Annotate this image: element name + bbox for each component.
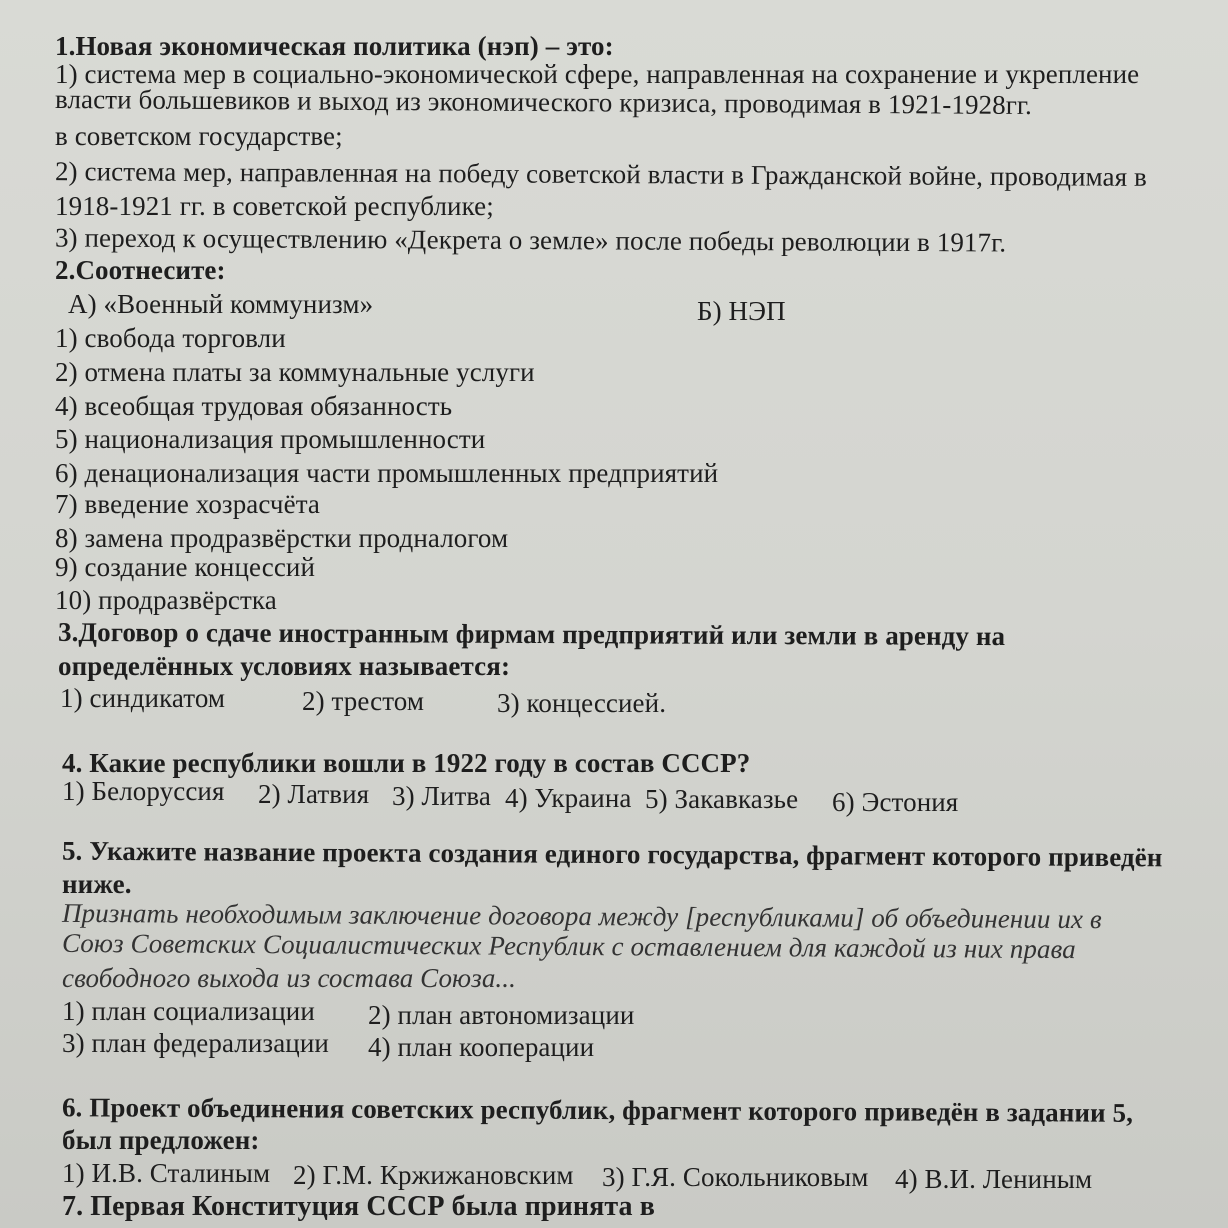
q1-option-1-line-1: 1) система мер в социально-экономической сфере, направленная на сохранение и укрепление	[55, 59, 1140, 89]
q5-option-4: 4) план кооперации	[368, 1032, 595, 1062]
q5-option-3: 3) план федерализации	[62, 1028, 329, 1058]
q2-item: 7) введение хозрасчёта	[55, 489, 321, 519]
q5-option-2: 2) план автономизации	[368, 1000, 635, 1030]
q5-option-1: 1) план социализации	[62, 996, 315, 1026]
question-3-title-line-1: 3.Договор о сдаче иностранным фирмам предприятий или земли в аренду на	[57, 616, 1006, 652]
q1-option-1-line-3: в советском государстве;	[55, 121, 343, 151]
question-4-title: 4. Какие республики вошли в 1922 году в состав СССР?	[62, 748, 751, 778]
question-3-title-line-2: определённых условиях называется:	[58, 651, 511, 681]
q1-option-2-line-2: 1918-1921 гг. в советской республике;	[55, 191, 494, 221]
q2-item: 1) свобода торговли	[55, 323, 286, 353]
question-5-title-line-1: 5. Укажите название проекта создания единого государства, фрагмент которого приведён	[61, 835, 1163, 873]
q5-quote-line-2: Союз Советских Социалистических Республик с оставлением для каждой из них права	[61, 927, 1076, 965]
q2-item: 5) национализация промышленности	[55, 424, 486, 454]
question-5-title-line-2: ниже.	[62, 869, 132, 899]
q4-option-6: 6) Эстония	[832, 787, 959, 817]
q3-option-1: 1) синдикатом	[60, 683, 226, 713]
q6-option-2: 2) Г.М. Кржижановским	[293, 1160, 574, 1190]
question-2-title: 2.Соотнесите:	[55, 255, 226, 285]
q2-item: 9) создание концессий	[55, 552, 316, 582]
q2-item: 2) отмена платы за коммунальные услуги	[55, 357, 535, 387]
q3-option-2: 2) трестом	[302, 686, 425, 716]
q2-item: 8) замена продразвёрстки продналогом	[55, 523, 509, 553]
q4-option-3: 3) Литва	[392, 781, 491, 811]
question-1-title: 1.Новая экономическая политика (нэп) – это:	[55, 31, 614, 61]
q6-option-3: 3) Г.Я. Сокольниковым	[602, 1162, 869, 1192]
q2-column-a-label: А) «Военный коммунизм»	[68, 289, 374, 319]
q2-item: 6) денационализация части промышленных предприятий	[55, 458, 719, 488]
q6-option-1: 1) И.В. Сталиным	[62, 1158, 271, 1188]
q5-quote-line-3: свободного выхода из состава Союза...	[62, 963, 516, 993]
q6-option-4: 4) В.И. Лениным	[895, 1164, 1093, 1194]
q2-item: 10) продразвёрстка	[55, 585, 277, 615]
q1-option-1-line-2: власти большевиков и выход из экономического кризиса, проводимая в 1921-1928гг.	[54, 84, 1033, 120]
question-6-title-line-1: 6. Проект объединения советских республик, фрагмент которого приведён в задании 5,	[61, 1092, 1134, 1128]
q2-item: 4) всеобщая трудовая обязанность	[55, 391, 453, 421]
q4-option-2: 2) Латвия	[258, 779, 370, 809]
q4-option-4: 4) Украина	[505, 783, 632, 813]
question-7-title: 7. Первая Конституция СССР была принята в	[62, 1191, 655, 1222]
q4-option-5: 5) Закавказье	[645, 784, 799, 814]
q5-quote-line-1: Признать необходимым заключение договора между [республиками] об объединении их в	[61, 897, 1102, 935]
q2-column-b-label: Б) НЭП	[697, 296, 786, 326]
q3-option-3: 3) концессией.	[497, 688, 667, 718]
q1-option-3: 3) переход к осуществлению «Декрета о земле» после победы революции в 1917г.	[54, 222, 1007, 258]
q4-option-1: 1) Белоруссия	[62, 776, 225, 806]
q1-option-2-line-1: 2) система мер, направленная на победу советской власти в Гражданской войне, проводимая в	[54, 156, 1147, 192]
question-6-title-line-2: был предложен:	[62, 1125, 260, 1155]
